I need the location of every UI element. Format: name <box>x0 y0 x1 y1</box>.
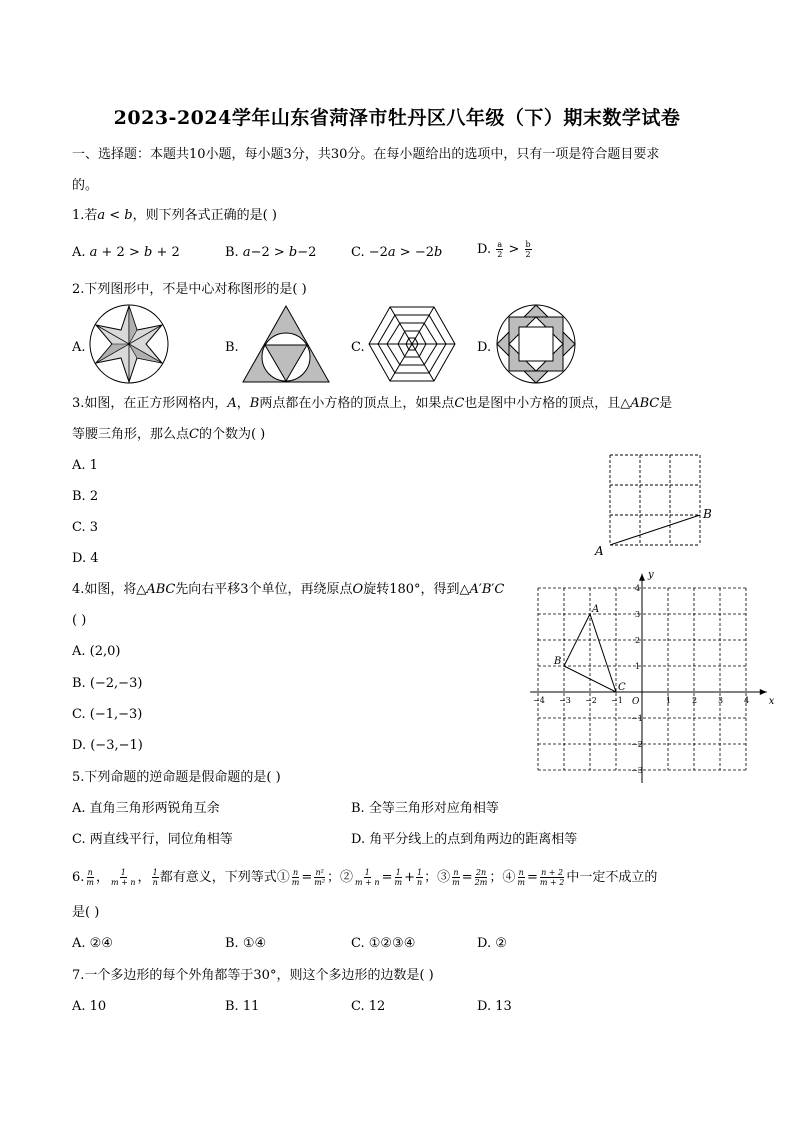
q3-option-a: A. 1 <box>72 458 98 473</box>
section-instructions-line1: 一、选择题：本题共10小题，每小题3分，共30分。在每小题给出的选项中，只有一项是符合题目要求 <box>72 147 660 162</box>
q1-option-a: A. 𝑎 + 2 > 𝑏 + 2 <box>72 245 180 260</box>
q6-eq2-plus: + <box>404 870 415 885</box>
q4-label-b: B <box>554 656 562 667</box>
q4-y-tick-label: 4 <box>635 584 641 593</box>
q7-option-a: A. 10 <box>72 999 107 1014</box>
q4-x-tick-label: −4 <box>533 696 545 705</box>
q6-frac-n-m: $\frac{n}{m}$ <box>86 868 94 887</box>
q2-figure-b-triangle-circle <box>241 304 331 384</box>
q6-eq2-sign: = <box>381 870 393 885</box>
q2-figure-c-nested-hexagons <box>368 305 456 383</box>
q4-x-tick-label: 1 <box>666 696 672 705</box>
q6-text1: 都有意义，下列等式① <box>159 870 290 885</box>
q3-option-c: C. 3 <box>72 520 99 535</box>
q2-figure-a-star-circle <box>88 303 170 385</box>
q4-label-y-axis: y <box>648 572 654 581</box>
q6-eq3-sign: = <box>461 870 473 885</box>
q6-eq4-right: $\frac{n + 2}{m + 2}$ <box>539 868 565 887</box>
q4-coordinate-figure <box>530 572 782 788</box>
q4-y-tick-label: −1 <box>631 714 643 723</box>
q6-eq1-sign: = <box>301 870 313 885</box>
q7-stem: 7.一个多边形的每个外角都等于30°，则这个多边形的边数是( ) <box>72 968 434 983</box>
q1-option-c: C. −2𝑎 > −2𝑏 <box>351 245 443 260</box>
q2-option-a: A. <box>72 340 86 355</box>
q1-option-d <box>477 240 533 260</box>
q6-sep2: ， <box>137 870 151 885</box>
q4-y-tick-label: −3 <box>631 766 643 775</box>
q6-option-c: C. ①②③④ <box>351 936 416 951</box>
q2-stem: 2.下列图形中，不是中心对称图形的是( ) <box>72 282 307 297</box>
q1-option-b: B. 𝑎−2 > 𝑏−2 <box>225 245 317 260</box>
q6-eq2-r2: $\frac{1}{n}$ <box>416 868 423 887</box>
q6-option-a: A. ②④ <box>72 936 113 951</box>
q2-figure-d-circle-squares <box>495 303 577 385</box>
q4-tick-labels <box>533 584 749 775</box>
q6-eq2-left: $\frac{1}{m + n}$ <box>355 868 380 887</box>
q1-option-d-prefix: D. <box>477 242 492 257</box>
q4-label-a: A <box>592 604 600 615</box>
q4-label-origin: O <box>632 697 640 707</box>
q6-frac-1-n: $\frac{1}{n}$ <box>152 868 158 887</box>
q7-option-d: D. 13 <box>477 999 512 1014</box>
q6-eq4-left: $\frac{n}{m}$ <box>517 868 525 887</box>
q4-y-tick-label: 2 <box>635 636 641 645</box>
q6-frac-1-mpn: $\frac{1}{m + n}$ <box>111 868 136 887</box>
q4-axes <box>530 574 767 783</box>
q1-d-frac-b: $\frac{b}{2}$ <box>525 240 531 259</box>
q1-stem: 1.若𝑎 < 𝑏，则下列各式正确的是( ) <box>72 208 277 223</box>
q4-label-c: C <box>618 682 626 693</box>
q6-option-d: D. ② <box>477 936 507 951</box>
q4-label-x-axis: x <box>768 696 775 707</box>
q3-stem-line1: 3.如图，在正方形网格内，𝐴，𝐵两点都在小方格的顶点上，如果点𝐶也是图中小方格的顶点，且△𝐴𝐵𝐶是 <box>72 396 673 411</box>
q6-option-b: B. ①④ <box>225 936 267 951</box>
q4-x-tick-label: −1 <box>611 696 623 705</box>
q4-option-b: B. (−2,−3) <box>72 676 143 691</box>
q4-x-tick-label: −2 <box>585 696 597 705</box>
q4-x-tick-label: −3 <box>559 696 571 705</box>
q4-y-tick-label: 1 <box>635 662 641 671</box>
q6-text3: ；③ <box>424 870 451 885</box>
q6-stem-line1 <box>72 866 657 890</box>
q4-option-a: A. (2,0) <box>72 644 121 659</box>
q4-y-tick-label: 3 <box>635 610 641 619</box>
q6-eq1-left: $\frac{n}{m}$ <box>291 868 300 887</box>
q3-grid-figure <box>590 450 720 560</box>
q6-eq3-left: $\frac{n}{m}$ <box>452 868 460 887</box>
q6-text4: ；④ <box>489 870 516 885</box>
exam-title: 2023-2024学年山东省菏泽市牡丹区八年级（下）期末数学试卷 <box>113 107 681 129</box>
q6-number: 6. <box>72 870 85 885</box>
q7-option-b: B. 11 <box>225 999 260 1014</box>
q7-option-c: C. 12 <box>351 999 386 1014</box>
q6-eq4-sign: = <box>526 870 538 885</box>
q6-sep1: ， <box>96 870 110 885</box>
section-instructions-line2: 的。 <box>72 178 99 193</box>
q4-x-tick-label: 4 <box>744 696 750 705</box>
q5-option-a: A. 直角三角形两锐角互余 <box>72 801 220 816</box>
q2-option-c: C. <box>351 340 365 355</box>
q2-option-b: B. <box>225 340 239 355</box>
q6-text5: 中一定不成立的 <box>566 870 658 885</box>
q3-label-b: B <box>703 507 712 521</box>
q1-d-frac-a: $\frac{a}{2}$ <box>497 240 503 259</box>
q4-x-axis-arrow <box>760 689 767 695</box>
q1-d-gt: > <box>508 242 520 257</box>
q5-option-d: D. 角平分线上的点到角两边的距离相等 <box>351 832 578 847</box>
q4-stem-line1: 4.如图，将△𝐴𝐵𝐶先向右平移3个单位，再绕原点𝑂旋转180°，得到△𝐴′𝐵′𝐶 <box>72 582 505 597</box>
q3-label-a: A <box>595 544 604 558</box>
q5-stem: 5.下列命题的逆命题是假命题的是( ) <box>72 770 281 785</box>
q3-option-b: B. 2 <box>72 489 99 504</box>
q3-stem-line2: 等腰三角形，那么点𝐶的个数为( ) <box>72 427 266 442</box>
q6-eq3-right: $\frac{2n}{2m}$ <box>474 868 488 887</box>
q3-segment-ab <box>610 515 700 545</box>
q5-option-b: B. 全等三角形对应角相等 <box>351 801 499 816</box>
q3-option-d: D. 4 <box>72 551 99 566</box>
q6-text2: ；② <box>327 870 354 885</box>
q2-option-d: D. <box>477 340 492 355</box>
q4-stem-line2: ( ) <box>72 613 87 628</box>
q4-x-tick-label: 2 <box>692 696 698 705</box>
q4-x-tick-label: 3 <box>718 696 724 705</box>
q6-eq1-right: $\frac{\text{n²}}{\text{m²}}$ <box>314 868 326 887</box>
q6-eq2-r1: $\frac{1}{m}$ <box>394 868 403 887</box>
q4-option-d: D. (−3,−1) <box>72 738 143 753</box>
q4-y-tick-label: −2 <box>631 740 643 749</box>
q5-option-c: C. 两直线平行，同位角相等 <box>72 832 233 847</box>
q4-option-c: C. (−1,−3) <box>72 707 143 722</box>
q4-y-axis-arrow <box>639 574 645 581</box>
q6-stem-line2: 是( ) <box>72 905 100 920</box>
